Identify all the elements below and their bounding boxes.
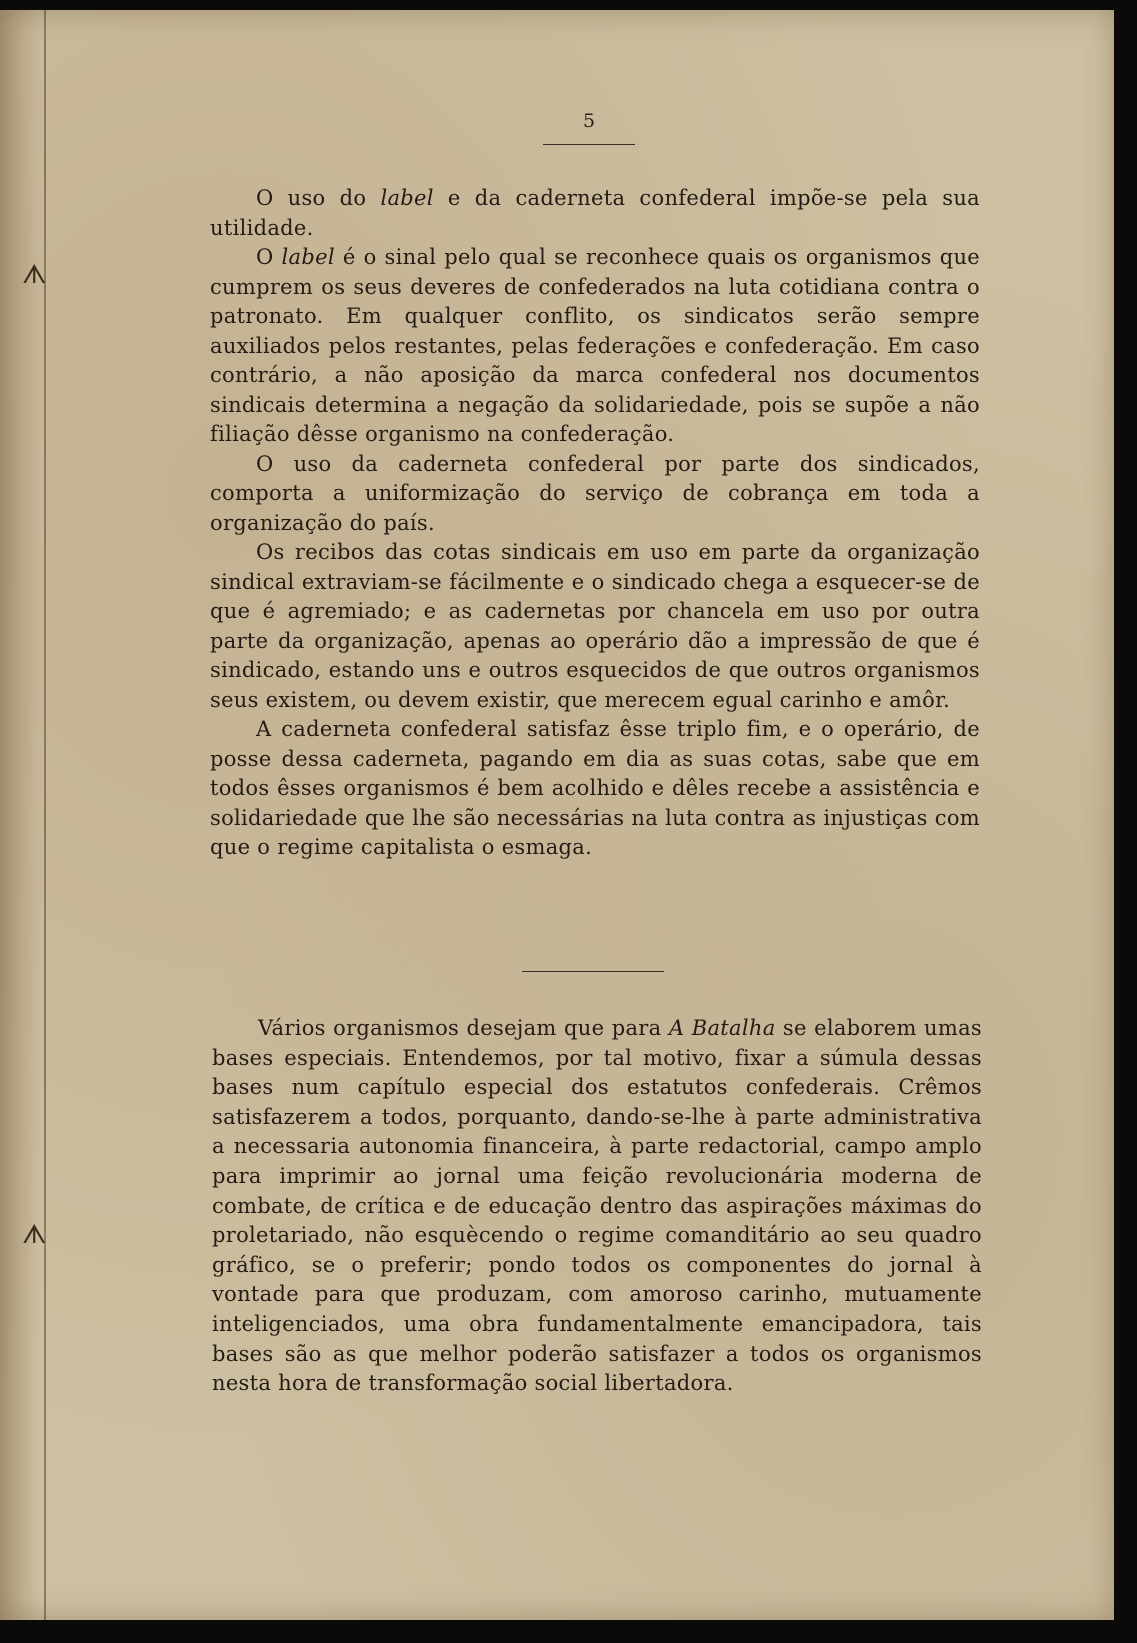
section-1-text — [210, 184, 980, 863]
paragraph-text: Vários organismos desejam que para — [258, 1016, 669, 1040]
binding-mark-top: ᗑ — [22, 260, 47, 290]
page-number: 5 — [582, 110, 596, 132]
paragraph — [210, 243, 980, 450]
paragraph-text: e da caderneta confederal impõe-se pela sua utilidade. — [210, 186, 980, 240]
paragraph-text: A caderneta confederal satisfaz êsse triplo fim, e o operário, de posse dessa caderneta, pagando em dia as suas cotas, sabe que em todos êsses organismos é bem acolhido e dêles recebe a assistência e solidariedade que lhe são necessárias na luta contra as injustiças com que o regime capitalista o esmaga. — [210, 717, 980, 859]
paragraph-text: Os recibos das cotas sindicais em uso em parte da organização sindical extraviam-se fácilmente e o sindicado chega a esquecer-se de que é agremiado; e as cadernetas por chancela em uso por outra parte da organização, apenas ao operário dão a impressão de que é sindicado, estando uns e outros esquecidos de que outros organismos seus existem, ou devem existir, que merecem egual carinho e amôr. — [210, 540, 980, 712]
section-divider — [522, 971, 664, 972]
paragraph — [210, 538, 980, 715]
paragraph — [210, 184, 980, 243]
italic-text: A Batalha — [668, 1016, 776, 1040]
paragraph — [210, 715, 980, 863]
paragraph-text: O uso da caderneta confederal por parte dos sindicados, comporta a uniformização do serviço de cobrança em toda a organização do país. — [210, 451, 980, 535]
italic-text: label — [281, 245, 335, 269]
paragraph-text: é o sinal pelo qual se reconhece quais os organismos que cumprem os seus deveres de confederados na luta cotidiana contra o patronato. Em qualquer conflito, os sindicatos serão sempre auxiliados pelos restantes, pelas federações e confederação. Em caso contrário, a não aposição da marca confederal nos documentos sindicais determina a negação da solidariedade, pois se supõe a não filiação dêsse organismo na confederação. — [210, 245, 980, 446]
binding-edge — [44, 10, 46, 1620]
italic-text: label — [380, 186, 434, 210]
paragraph — [210, 450, 980, 539]
header-rule — [543, 144, 635, 145]
section-2-text — [212, 1014, 982, 1399]
paragraph — [212, 1014, 982, 1399]
scanned-page — [0, 10, 1114, 1620]
paragraph-text: O — [256, 245, 282, 269]
binding-mark-bottom: ᗑ — [22, 1220, 47, 1250]
paragraph-text: se elaborem umas bases especiais. Entendemos, por tal motivo, fixar a súmula dessas bases num capítulo especial dos estatutos confederais. Crêmos satisfazerem a todos, porquanto, dando-se-lhe à parte administrativa a necessaria autonomia financeira, à parte redactorial, campo amplo para imprimir ao jornal uma feição revolucionária moderna de combate, de crítica e de educação dentro das aspirações máximas do proletariado, não esquècendo o regime comanditário ao seu quadro gráfico, se o preferir; pondo todos os componentes do jornal à vontade para que produzam, com amoroso carinho, mutuamente inteligenciados, uma obra fundamentalmente emancipadora, tais bases são as que melhor poderão satisfazer a todos os organismos nesta hora de transformação social libertadora. — [212, 1016, 982, 1396]
paragraph-text: O uso do — [256, 186, 381, 210]
